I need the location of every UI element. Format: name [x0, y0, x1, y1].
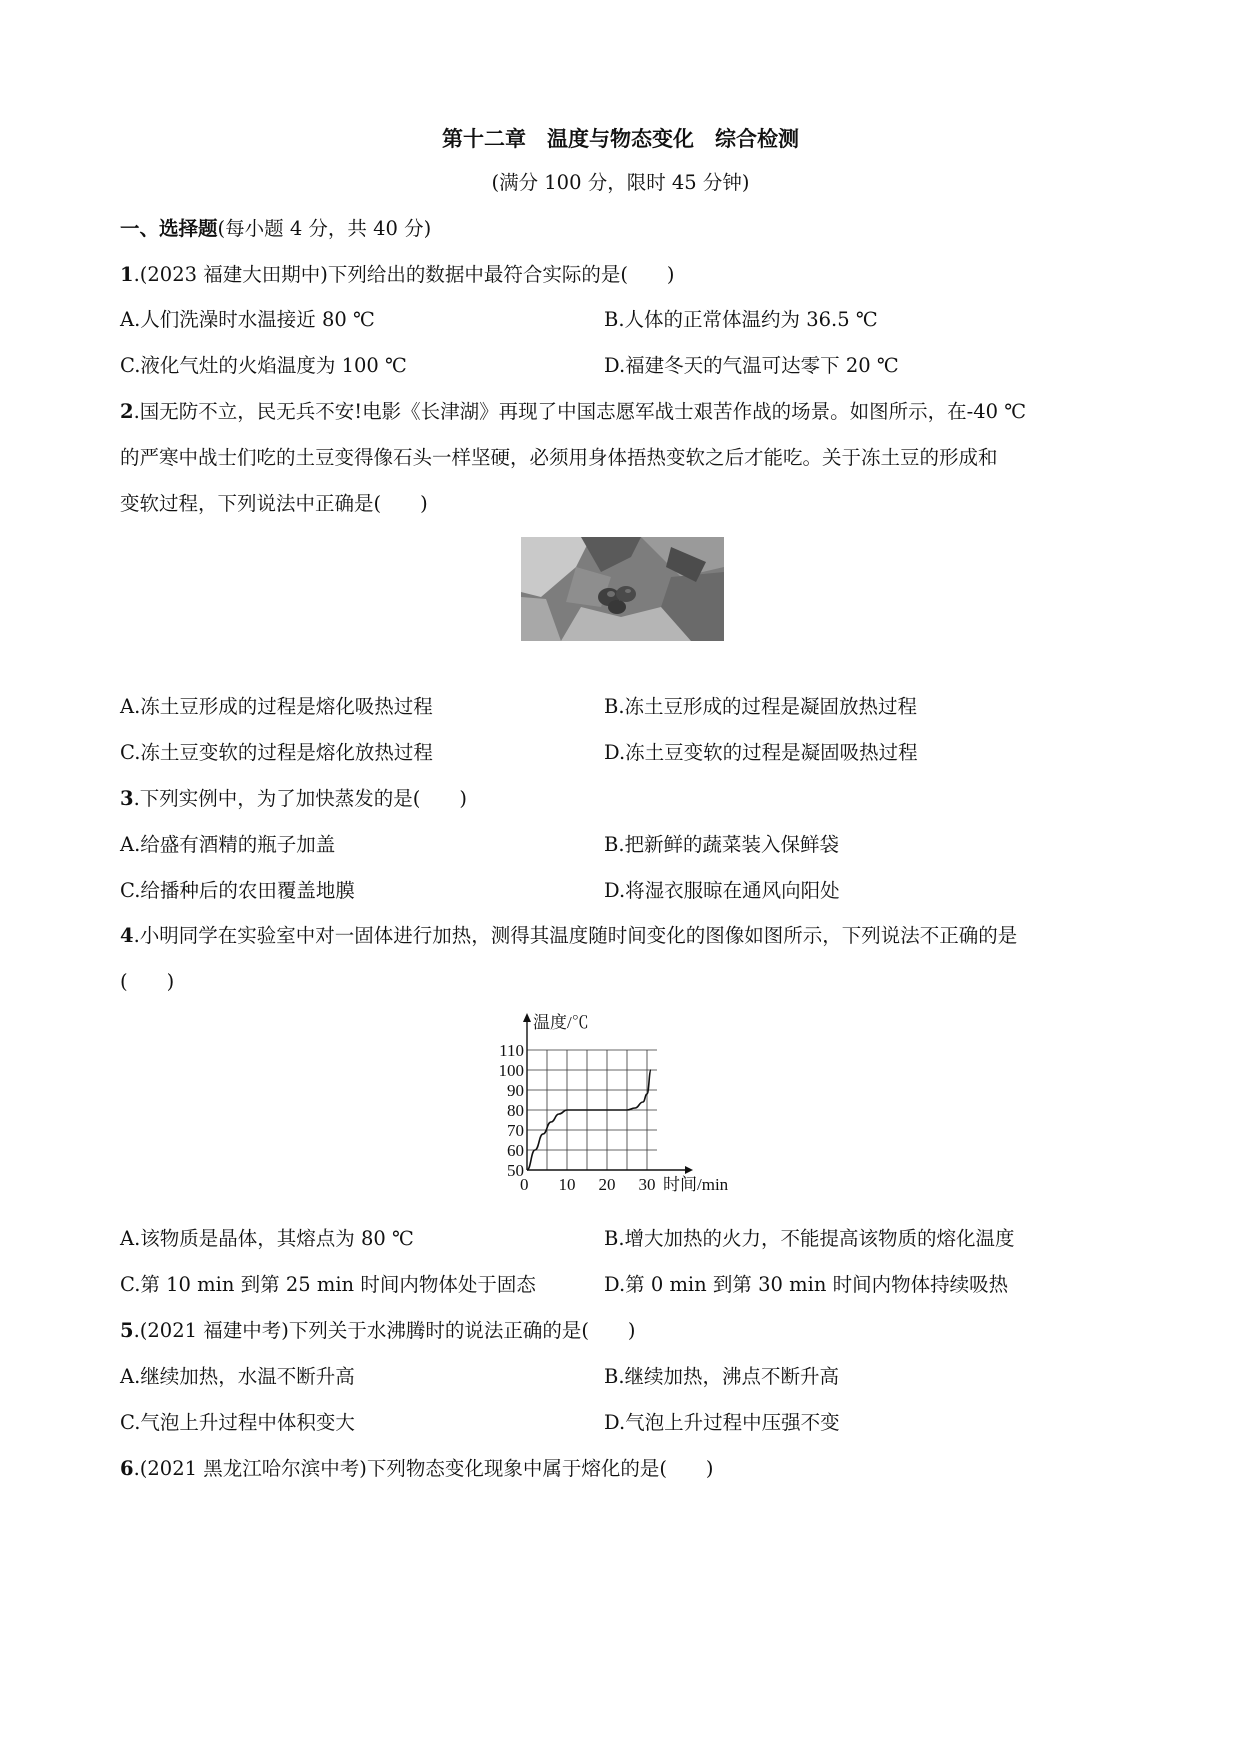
question-text: .下列实例中，为了加快蒸发的是( )	[133, 787, 467, 810]
question-2-line-3: 变软过程，下列说法中正确是( )	[120, 492, 428, 515]
option-b: B.人体的正常体温约为 36.5 ℃	[604, 308, 878, 331]
question-number: 2	[120, 400, 134, 423]
option-a: A.该物质是晶体，其熔点为 80 ℃	[120, 1227, 414, 1250]
section-note: (每小题 4 分，共 40 分)	[217, 217, 432, 240]
question-number: 5	[120, 1319, 134, 1342]
x-axis-label: 时间/min	[663, 1175, 729, 1194]
question-number: 1	[120, 263, 134, 286]
section-label: 一、选择题	[120, 217, 218, 240]
chart-ticks	[499, 1041, 656, 1194]
question-text: .(2023 福建大田期中)下列给出的数据中最符合实际的是( )	[133, 263, 675, 286]
option-d: D.福建冬天的气温可达零下 20 ℃	[604, 354, 899, 377]
question-number: 3	[120, 787, 134, 810]
question-text: .(2021 黑龙江哈尔滨中考)下列物态变化现象中属于熔化的是( )	[133, 1457, 714, 1480]
option-a: A.冻土豆形成的过程是熔化吸热过程	[120, 695, 433, 718]
option-d: D.冻土豆变软的过程是凝固吸热过程	[604, 741, 918, 764]
question-number: 6	[120, 1457, 134, 1480]
question-4-line-2: ( )	[120, 970, 175, 993]
question-3	[120, 786, 467, 812]
y-axis-label: 温度/℃	[533, 1013, 589, 1032]
x-tick-label: 0	[520, 1175, 529, 1194]
page-title: 第十二章 温度与物态变化 综合检测	[442, 126, 799, 151]
potato-photo-image	[521, 537, 724, 641]
question-5	[120, 1318, 636, 1344]
y-tick-label: 80	[507, 1101, 524, 1120]
x-tick-label: 20	[598, 1175, 616, 1194]
question-text: .小明同学在实验室中对一固体进行加热，测得其温度随时间变化的图像如图所示，下列说法不正确的是	[133, 924, 1018, 947]
option-b: B.冻土豆形成的过程是凝固放热过程	[604, 695, 918, 718]
option-a: A.人们洗澡时水温接近 80 ℃	[120, 308, 375, 331]
y-tick-label: 110	[499, 1041, 524, 1060]
question-2	[120, 399, 1026, 425]
option-b: B.继续加热，沸点不断升高	[604, 1365, 840, 1388]
option-d: D.第 0 min 到第 30 min 时间内物体持续吸热	[604, 1273, 1009, 1296]
question-text: .国无防不立，民无兵不安!电影《长津湖》再现了中国志愿军战士艰苦作战的场景。如图所示，在-40 ℃	[133, 400, 1027, 423]
option-b: B.把新鲜的蔬菜装入保鲜袋	[604, 833, 840, 856]
temperature-time-chart	[480, 1008, 760, 1198]
x-tick-label: 30	[638, 1175, 656, 1194]
option-a: A.继续加热，水温不断升高	[120, 1365, 355, 1388]
option-a: A.给盛有酒精的瓶子加盖	[120, 833, 336, 856]
question-6	[120, 1456, 714, 1482]
y-tick-label: 60	[507, 1141, 524, 1160]
option-c: C.给播种后的农田覆盖地膜	[120, 879, 355, 902]
x-tick-label: 10	[558, 1175, 576, 1194]
y-tick-label: 100	[498, 1061, 524, 1080]
option-c: C.第 10 min 到第 25 min 时间内物体处于固态	[120, 1273, 536, 1296]
option-b: B.增大加热的火力，不能提高该物质的熔化温度	[604, 1227, 1015, 1250]
section-heading	[120, 216, 431, 242]
page-subtitle: (满分 100 分，限时 45 分钟)	[491, 171, 750, 194]
question-4	[120, 923, 1017, 949]
y-tick-label: 70	[507, 1121, 524, 1140]
option-c: C.液化气灶的火焰温度为 100 ℃	[120, 354, 407, 377]
y-tick-label: 50	[507, 1161, 524, 1180]
option-c: C.冻土豆变软的过程是熔化放热过程	[120, 741, 433, 764]
series-line	[527, 1070, 651, 1170]
y-axis-arrow	[523, 1013, 531, 1022]
y-tick-label: 90	[507, 1081, 524, 1100]
question-2-line-2: 的严寒中战士们吃的土豆变得像石头一样坚硬，必须用身体捂热变软之后才能吃。关于冻土豆的形成和	[120, 446, 998, 469]
option-d: D.气泡上升过程中压强不变	[604, 1411, 840, 1434]
option-c: C.气泡上升过程中体积变大	[120, 1411, 355, 1434]
question-text: .(2021 福建中考)下列关于水沸腾时的说法正确的是( )	[133, 1319, 636, 1342]
chart-svg	[480, 1008, 760, 1198]
potato-photo	[521, 537, 724, 641]
question-1	[120, 262, 675, 288]
x-axis-arrow	[685, 1166, 693, 1174]
option-d: D.将湿衣服晾在通风向阳处	[604, 879, 840, 902]
question-number: 4	[120, 924, 134, 947]
